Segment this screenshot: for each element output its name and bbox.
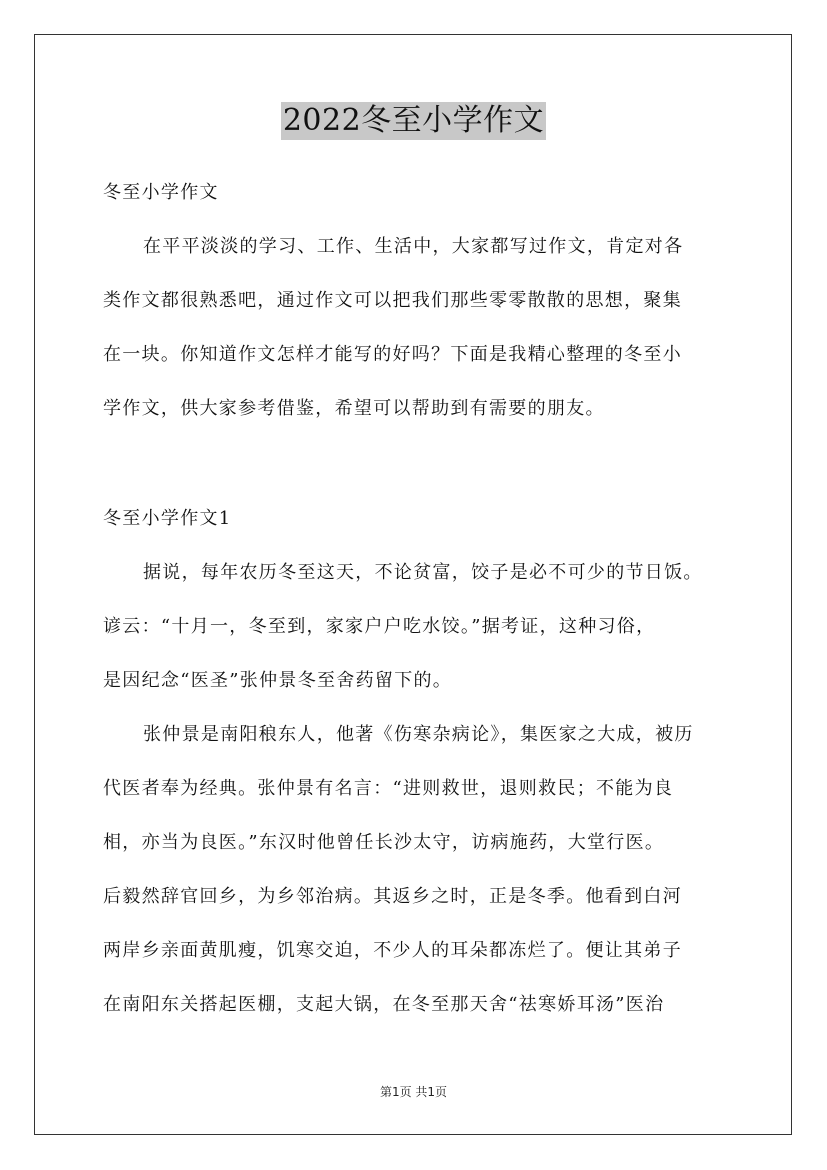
paragraph-line: 后毅然辞官回乡，为乡邻治病。其返乡之时，正是冬季。他看到白河 xyxy=(103,886,682,907)
document-title: 2022冬至小学作文 xyxy=(282,103,545,138)
title-container xyxy=(0,102,827,140)
section-heading: 冬至小学作文1 xyxy=(103,508,232,529)
paragraph-2 xyxy=(103,708,753,1032)
intro-line: 类作文都很熟悉吧，通过作文可以把我们那些零零散散的思想，聚集 xyxy=(103,290,682,311)
paragraph-line: 张仲景是南阳稂东人，他著《伤寒杂病论》，集医家之大成，被历 xyxy=(143,724,694,745)
paragraph-line: 在南阳东关搭起医棚，支起大锅，在冬至那天舍“祛寒娇耳汤”医治 xyxy=(103,994,665,1015)
section-heading-block xyxy=(103,492,753,546)
paragraph-line: 据说，每年农历冬至这天，不论贫富，饺子是必不可少的节日饭。 xyxy=(143,562,703,583)
paragraph-line: 是因纪念“医圣”张仲景冬至舍药留下的。 xyxy=(103,670,453,691)
page-footer xyxy=(0,1083,827,1100)
paragraph-1 xyxy=(103,546,753,708)
paragraph-line: 相，亦当为良医。”东汉时他曾任长沙太守，访病施药，大堂行医。 xyxy=(103,832,665,853)
document-subtitle: 冬至小学作文 xyxy=(103,182,219,203)
document-subtitle-block xyxy=(103,166,753,220)
paragraph-line: 谚云：“十月一，冬至到，家家户户吃水饺。”据考证，这种习俗， xyxy=(103,616,656,637)
paragraph-line: 代医者奉为经典。张仲景有名言：“进则救世，退则救民；不能为良 xyxy=(103,778,674,799)
intro-line: 学作文，供大家参考借鉴，希望可以帮助到有需要的朋友。 xyxy=(103,398,605,419)
intro-line: 在一块。你知道作文怎样才能写的好吗？下面是我精心整理的冬至小 xyxy=(103,344,682,365)
intro-paragraph xyxy=(103,220,753,436)
paragraph-line: 两岸乡亲面黄肌瘦，饥寒交迫，不少人的耳朵都冻烂了。便让其弟子 xyxy=(103,940,682,961)
intro-line: 在平平淡淡的学习、工作、生活中，大家都写过作文，肯定对各 xyxy=(143,236,684,257)
page-number-label: 第1页 共1页 xyxy=(379,1085,448,1099)
